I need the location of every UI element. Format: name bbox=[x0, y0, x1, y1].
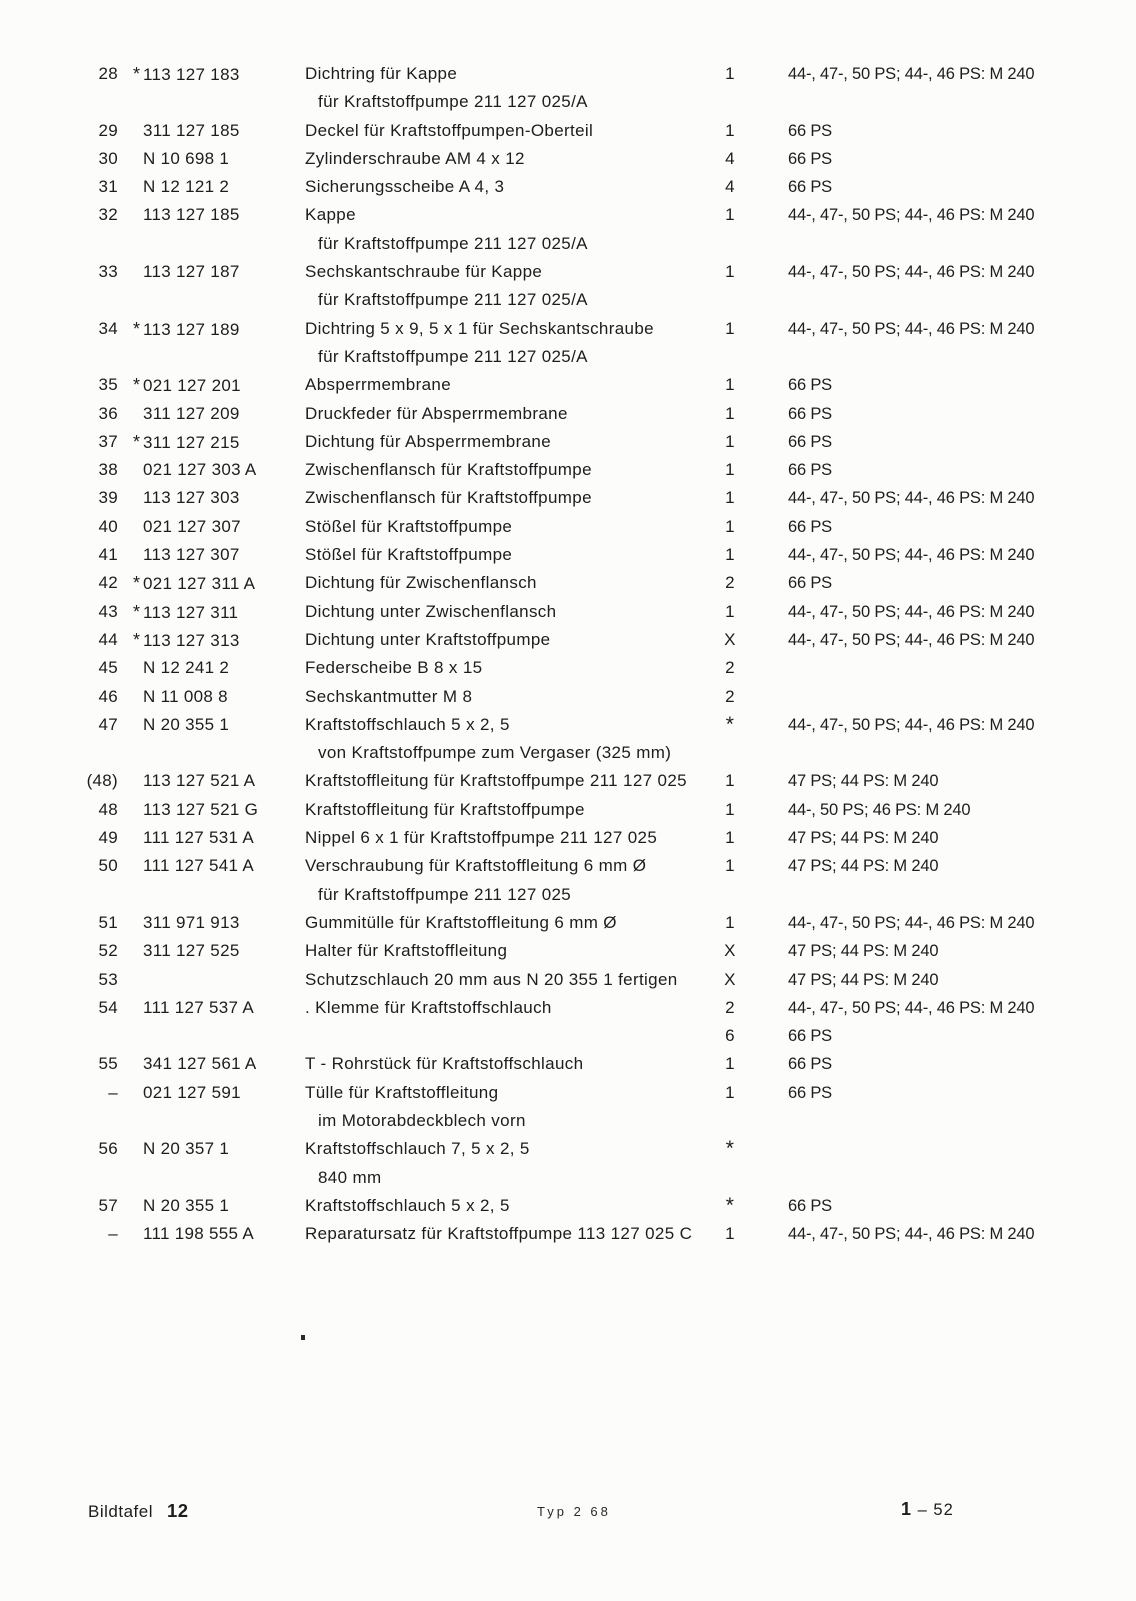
part-number-cell bbox=[133, 824, 254, 852]
model-remark: 66 PS bbox=[788, 574, 832, 593]
part-description: für Kraftstoffpumpe 211 127 025/A bbox=[318, 233, 588, 253]
quantity bbox=[701, 881, 759, 909]
part-number-cell bbox=[133, 315, 240, 343]
position-number bbox=[42, 343, 118, 371]
model-remark: 44-, 47-, 50 PS; 44-, 46 PS: M 240 bbox=[788, 1225, 1035, 1244]
part-number-cell bbox=[133, 881, 143, 909]
table-row bbox=[0, 937, 1136, 965]
position-number: 41 bbox=[98, 545, 118, 565]
table-row bbox=[0, 1192, 1136, 1220]
part-number: 113 127 187 bbox=[143, 262, 240, 282]
part-description: Kraftstoffleitung für Kraftstoffpumpe bbox=[305, 799, 585, 819]
table-row bbox=[0, 88, 1136, 116]
part-number-cell bbox=[133, 400, 240, 428]
table-row bbox=[0, 654, 1136, 682]
part-description: im Motorabdeckblech vorn bbox=[318, 1110, 526, 1130]
table-row bbox=[0, 117, 1136, 145]
part-number-cell bbox=[133, 654, 229, 682]
quantity: 2 bbox=[725, 686, 735, 706]
part-number-cell bbox=[133, 230, 143, 258]
quantity: 1 bbox=[725, 375, 735, 395]
position-number: 43 bbox=[98, 601, 118, 621]
quantity: 2 bbox=[725, 573, 735, 593]
position-number bbox=[42, 881, 118, 909]
part-description: Tülle für Kraftstoffleitung bbox=[305, 1082, 499, 1102]
quantity: 1 bbox=[725, 799, 735, 819]
quantity: 1 bbox=[725, 1054, 735, 1074]
table-row bbox=[0, 456, 1136, 484]
position-number: (48) bbox=[86, 771, 118, 791]
part-number: 341 127 561 A bbox=[143, 1054, 257, 1074]
part-number-cell bbox=[133, 173, 229, 201]
model-remark: 44-, 47-, 50 PS; 44-, 46 PS: M 240 bbox=[788, 602, 1035, 621]
table-row bbox=[0, 1050, 1136, 1078]
table-row bbox=[0, 626, 1136, 654]
table-row bbox=[0, 1022, 1136, 1050]
part-number: 311 127 215 bbox=[143, 432, 240, 452]
model-remark: 44-, 47-, 50 PS; 44-, 46 PS: M 240 bbox=[788, 546, 1035, 565]
position-number: 55 bbox=[98, 1054, 118, 1074]
part-number: 311 127 185 bbox=[143, 120, 240, 140]
position-number: 37 bbox=[98, 431, 118, 451]
part-number-cell bbox=[133, 569, 255, 597]
part-number: 113 127 185 bbox=[143, 205, 240, 225]
model-remark: 66 PS bbox=[788, 1027, 832, 1046]
quantity: 1 bbox=[725, 856, 735, 876]
part-description: Federscheibe B 8 x 15 bbox=[305, 658, 483, 678]
page-footer bbox=[0, 1496, 1136, 1526]
part-number: N 11 008 8 bbox=[143, 686, 228, 706]
part-description: für Kraftstoffpumpe 211 127 025/A bbox=[318, 346, 588, 366]
part-number-cell bbox=[133, 1079, 241, 1107]
part-number-cell bbox=[133, 258, 240, 286]
part-number: 113 127 307 bbox=[143, 545, 240, 565]
model-remark: 47 PS; 44 PS: M 240 bbox=[788, 772, 939, 791]
table-row bbox=[0, 1079, 1136, 1107]
part-description: Nippel 6 x 1 für Kraftstoffpumpe 211 127 025 bbox=[305, 828, 658, 848]
part-number: N 12 121 2 bbox=[143, 177, 230, 197]
scan-speck bbox=[301, 1335, 305, 1340]
part-description: Zwischenflansch für Kraftstoffpumpe bbox=[305, 460, 592, 480]
position-number: 46 bbox=[98, 686, 118, 706]
table-row bbox=[0, 1164, 1136, 1192]
quantity: 1 bbox=[725, 262, 735, 282]
model-remark: 44-, 47-, 50 PS; 44-, 46 PS: M 240 bbox=[788, 263, 1035, 282]
part-description: Dichtung unter Zwischenflansch bbox=[305, 601, 557, 621]
model-remark: 66 PS bbox=[788, 149, 832, 168]
part-description: Dichtring 5 x 9, 5 x 1 für Sechskantschraube bbox=[305, 318, 654, 338]
model-remark: 66 PS bbox=[788, 432, 832, 451]
table-row bbox=[0, 824, 1136, 852]
table-row bbox=[0, 852, 1136, 880]
part-number: 311 127 525 bbox=[143, 941, 240, 961]
part-description: Deckel für Kraftstoffpumpen-Oberteil bbox=[305, 120, 594, 140]
position-number: 29 bbox=[98, 120, 118, 140]
position-number: 47 bbox=[98, 714, 118, 734]
page-number-bold: 1 bbox=[901, 1499, 913, 1519]
position-number bbox=[42, 1022, 118, 1050]
table-row bbox=[0, 711, 1136, 739]
asterisk-mark: * bbox=[133, 375, 141, 396]
position-number: 52 bbox=[98, 941, 118, 961]
part-number-cell bbox=[133, 1050, 257, 1078]
part-number-cell bbox=[133, 767, 255, 795]
part-description: Stößel für Kraftstoffpumpe bbox=[305, 516, 513, 536]
part-description: von Kraftstoffpumpe zum Vergaser (325 mm) bbox=[318, 743, 672, 763]
model-remark: 66 PS bbox=[788, 461, 832, 480]
table-row bbox=[0, 1220, 1136, 1248]
asterisk-mark: * bbox=[133, 431, 141, 452]
asterisk-mark: * bbox=[133, 318, 141, 339]
quantity: 1 bbox=[725, 1082, 735, 1102]
table-row bbox=[0, 966, 1136, 994]
part-description: Dichtung für Zwischenflansch bbox=[305, 573, 537, 593]
part-description: T - Rohrstück für Kraftstoffschlauch bbox=[305, 1054, 584, 1074]
part-description: Kraftstoffschlauch 7, 5 x 2, 5 bbox=[305, 1139, 530, 1159]
table-row bbox=[0, 994, 1136, 1022]
quantity: X bbox=[724, 941, 736, 961]
position-number: 49 bbox=[98, 828, 118, 848]
table-row bbox=[0, 767, 1136, 795]
part-number: 113 127 303 bbox=[143, 488, 240, 508]
position-number: 28 bbox=[98, 64, 118, 83]
model-remark: 66 PS bbox=[788, 404, 832, 423]
position-number: – bbox=[108, 1224, 118, 1244]
part-description: Kraftstoffleitung für Kraftstoffpumpe 211 127 025 bbox=[305, 771, 687, 791]
quantity: 1 bbox=[725, 1224, 735, 1244]
parts-table bbox=[0, 60, 1136, 1248]
part-number: N 12 241 2 bbox=[143, 658, 230, 678]
quantity bbox=[701, 1164, 759, 1192]
model-remark: 66 PS bbox=[788, 1083, 832, 1102]
part-number-cell bbox=[133, 428, 240, 456]
part-description: Sechskantmutter M 8 bbox=[305, 686, 473, 706]
table-row bbox=[0, 909, 1136, 937]
quantity bbox=[701, 343, 759, 371]
position-number: 51 bbox=[98, 912, 118, 932]
quantity: 1 bbox=[725, 431, 735, 451]
part-number-cell bbox=[133, 739, 143, 767]
position-number: 38 bbox=[98, 460, 118, 480]
quantity: 6 bbox=[725, 1026, 735, 1046]
part-description: Kraftstoffschlauch 5 x 2, 5 bbox=[305, 714, 510, 734]
model-remark: 66 PS bbox=[788, 121, 832, 140]
part-number-cell bbox=[133, 1164, 143, 1192]
table-row bbox=[0, 513, 1136, 541]
position-number: 40 bbox=[98, 516, 118, 536]
table-row bbox=[0, 598, 1136, 626]
part-number-cell bbox=[133, 796, 258, 824]
quantity bbox=[701, 739, 759, 767]
quantity: 1 bbox=[725, 516, 735, 536]
quantity: 1 bbox=[725, 403, 735, 423]
position-number: 32 bbox=[98, 205, 118, 225]
part-number: 113 127 189 bbox=[143, 319, 240, 339]
position-number: 57 bbox=[98, 1195, 118, 1215]
table-row bbox=[0, 1107, 1136, 1135]
position-number: 31 bbox=[98, 177, 118, 197]
page-number-rest: 52 bbox=[933, 1501, 954, 1519]
quantity: 1 bbox=[725, 912, 735, 932]
part-number-cell bbox=[133, 513, 241, 541]
position-number bbox=[42, 230, 118, 258]
plate-number: 12 bbox=[166, 1500, 189, 1521]
part-description: Verschraubung für Kraftstoffleitung 6 mm Ø bbox=[305, 856, 647, 876]
table-row bbox=[0, 315, 1136, 343]
position-number: 42 bbox=[98, 573, 118, 593]
model-remark: 47 PS; 44 PS: M 240 bbox=[788, 829, 939, 848]
part-number-cell bbox=[133, 145, 229, 173]
asterisk-mark: * bbox=[133, 573, 141, 594]
quantity: 1 bbox=[725, 205, 735, 225]
quantity: 1 bbox=[725, 545, 735, 565]
model-remark: 47 PS; 44 PS: M 240 bbox=[788, 942, 939, 961]
part-number: N 20 357 1 bbox=[143, 1139, 230, 1159]
plate-word: Bildtafel bbox=[88, 1502, 153, 1521]
table-row bbox=[0, 371, 1136, 399]
part-number-cell bbox=[133, 201, 240, 229]
asterisk-mark: * bbox=[133, 601, 141, 622]
model-remark: 66 PS bbox=[788, 517, 832, 536]
position-number: 35 bbox=[98, 375, 118, 395]
position-number: – bbox=[108, 1082, 118, 1102]
position-number: 39 bbox=[98, 488, 118, 508]
quantity: 2 bbox=[725, 658, 735, 678]
position-number: 56 bbox=[98, 1139, 118, 1159]
part-description: . Klemme für Kraftstoffschlauch bbox=[305, 997, 552, 1017]
quantity: 2 bbox=[725, 997, 735, 1017]
quantity bbox=[701, 230, 759, 258]
part-number: 111 127 531 A bbox=[143, 828, 255, 848]
part-number-cell bbox=[133, 852, 254, 880]
table-row bbox=[0, 881, 1136, 909]
part-number-cell bbox=[133, 343, 143, 371]
quantity: 1 bbox=[725, 771, 735, 791]
position-number: 48 bbox=[98, 799, 118, 819]
part-description: Kraftstoffschlauch 5 x 2, 5 bbox=[305, 1195, 510, 1215]
part-description: Sicherungsscheibe A 4, 3 bbox=[305, 177, 505, 197]
part-number: 021 127 311 A bbox=[143, 574, 256, 594]
part-number-cell bbox=[133, 966, 143, 994]
quantity: 1 bbox=[725, 828, 735, 848]
quantity: * bbox=[725, 1137, 735, 1161]
part-number-cell bbox=[133, 598, 238, 626]
quantity: X bbox=[724, 629, 736, 649]
model-remark: 44-, 47-, 50 PS; 44-, 46 PS: M 240 bbox=[788, 715, 1035, 734]
part-description: 840 mm bbox=[318, 1167, 382, 1187]
quantity: 1 bbox=[725, 460, 735, 480]
position-number: 36 bbox=[98, 403, 118, 423]
part-description: Dichtring für Kappe bbox=[305, 64, 458, 83]
position-number bbox=[42, 88, 118, 116]
part-number-cell bbox=[133, 371, 241, 399]
part-number: 111 198 555 A bbox=[143, 1224, 255, 1244]
part-description: Absperrmembrane bbox=[305, 375, 452, 395]
part-number: 021 127 307 bbox=[143, 516, 241, 536]
position-number: 53 bbox=[98, 969, 118, 989]
model-remark: 44-, 47-, 50 PS; 44-, 46 PS: M 240 bbox=[788, 206, 1035, 225]
part-number-cell bbox=[133, 1022, 143, 1050]
position-number: 34 bbox=[98, 318, 118, 338]
table-row bbox=[0, 541, 1136, 569]
quantity bbox=[701, 1107, 759, 1135]
table-row bbox=[0, 230, 1136, 258]
part-number: N 10 698 1 bbox=[143, 148, 230, 168]
table-row bbox=[0, 201, 1136, 229]
part-number: 021 127 591 bbox=[143, 1082, 241, 1102]
table-row bbox=[0, 683, 1136, 711]
quantity: * bbox=[725, 1193, 735, 1217]
quantity: 4 bbox=[725, 148, 735, 168]
part-number: 113 127 521 A bbox=[143, 771, 256, 791]
quantity: 1 bbox=[725, 601, 735, 621]
part-description: Sechskantschraube für Kappe bbox=[305, 262, 543, 282]
part-number-cell bbox=[133, 1192, 229, 1220]
part-number-cell bbox=[133, 117, 240, 145]
table-row bbox=[0, 1135, 1136, 1163]
part-number-cell bbox=[133, 1107, 143, 1135]
position-number bbox=[42, 1164, 118, 1192]
part-number: N 20 355 1 bbox=[143, 1195, 230, 1215]
model-remark: 44-, 47-, 50 PS; 44-, 46 PS: M 240 bbox=[788, 65, 1035, 83]
part-number-cell bbox=[133, 683, 228, 711]
part-description: Reparatursatz für Kraftstoffpumpe 113 127 025 C bbox=[305, 1224, 693, 1244]
part-number-cell bbox=[133, 88, 143, 116]
table-row bbox=[0, 739, 1136, 767]
part-description: für Kraftstoffpumpe 211 127 025/A bbox=[318, 290, 588, 310]
plate-label bbox=[88, 1500, 189, 1522]
part-number-cell bbox=[133, 1135, 229, 1163]
model-remark: 47 PS; 44 PS: M 240 bbox=[788, 970, 939, 989]
part-number-cell bbox=[133, 626, 240, 654]
part-description: Zylinderschraube AM 4 x 12 bbox=[305, 148, 525, 168]
part-number-cell bbox=[133, 711, 229, 739]
part-description: Halter für Kraftstoffleitung bbox=[305, 941, 508, 961]
quantity: 1 bbox=[725, 120, 735, 140]
part-number: N 20 355 1 bbox=[143, 714, 230, 734]
part-number: 111 127 541 A bbox=[143, 856, 255, 876]
model-remark: 44-, 47-, 50 PS; 44-, 46 PS: M 240 bbox=[788, 998, 1035, 1017]
part-number-cell bbox=[133, 994, 254, 1022]
part-number: 311 127 209 bbox=[143, 403, 240, 423]
part-number-cell bbox=[133, 60, 240, 88]
position-number: 50 bbox=[98, 856, 118, 876]
quantity: X bbox=[724, 969, 736, 989]
table-row bbox=[0, 173, 1136, 201]
part-number-cell bbox=[133, 541, 240, 569]
position-number: 33 bbox=[98, 262, 118, 282]
quantity: * bbox=[725, 712, 735, 736]
table-row bbox=[0, 428, 1136, 456]
part-number: 311 971 913 bbox=[143, 912, 240, 932]
part-number: 113 127 313 bbox=[143, 630, 240, 650]
position-number bbox=[42, 286, 118, 314]
asterisk-mark: * bbox=[133, 629, 141, 650]
quantity: 1 bbox=[725, 64, 735, 83]
model-remark: 66 PS bbox=[788, 1196, 832, 1215]
part-number: 021 127 303 A bbox=[143, 460, 257, 480]
table-row bbox=[0, 60, 1136, 88]
model-remark: 66 PS bbox=[788, 1055, 832, 1074]
asterisk-mark: * bbox=[133, 64, 141, 84]
quantity bbox=[701, 88, 759, 116]
part-description: Dichtung unter Kraftstoffpumpe bbox=[305, 629, 551, 649]
part-number-cell bbox=[133, 937, 240, 965]
quantity: 4 bbox=[725, 177, 735, 197]
table-row bbox=[0, 796, 1136, 824]
part-number: 111 127 537 A bbox=[143, 997, 255, 1017]
page-number bbox=[901, 1499, 954, 1520]
model-remark: 47 PS; 44 PS: M 240 bbox=[788, 857, 939, 876]
quantity: 1 bbox=[725, 488, 735, 508]
quantity bbox=[701, 286, 759, 314]
model-remark: 44-, 47-, 50 PS; 44-, 46 PS: M 240 bbox=[788, 489, 1035, 508]
type-label: Typ 2 68 bbox=[537, 1504, 611, 1519]
part-description: Dichtung für Absperrmembrane bbox=[305, 431, 552, 451]
part-description: für Kraftstoffpumpe 211 127 025/A bbox=[318, 92, 588, 112]
part-number: 113 127 183 bbox=[143, 65, 240, 84]
part-description: für Kraftstoffpumpe 211 127 025 bbox=[318, 884, 572, 904]
position-number bbox=[42, 739, 118, 767]
position-number: 54 bbox=[98, 997, 118, 1017]
position-number: 44 bbox=[98, 629, 118, 649]
part-number: 113 127 521 G bbox=[143, 799, 259, 819]
part-description: Schutzschlauch 20 mm aus N 20 355 1 fertigen bbox=[305, 969, 678, 989]
part-number-cell bbox=[133, 456, 257, 484]
model-remark: 44-, 47-, 50 PS; 44-, 46 PS: M 240 bbox=[788, 630, 1035, 649]
position-number bbox=[42, 1107, 118, 1135]
part-number: 021 127 201 bbox=[143, 376, 241, 396]
table-row bbox=[0, 145, 1136, 173]
part-number-cell bbox=[133, 909, 240, 937]
model-remark: 66 PS bbox=[788, 376, 832, 395]
part-number-cell bbox=[133, 484, 240, 512]
model-remark: 66 PS bbox=[788, 178, 832, 197]
model-remark: 44-, 47-, 50 PS; 44-, 46 PS: M 240 bbox=[788, 913, 1035, 932]
model-remark: 44-, 50 PS; 46 PS: M 240 bbox=[788, 800, 971, 819]
part-description: Zwischenflansch für Kraftstoffpumpe bbox=[305, 488, 592, 508]
part-description: Stößel für Kraftstoffpumpe bbox=[305, 545, 513, 565]
position-number: 45 bbox=[98, 658, 118, 678]
quantity: 1 bbox=[725, 318, 735, 338]
part-number-cell bbox=[133, 286, 143, 314]
table-row bbox=[0, 258, 1136, 286]
table-row bbox=[0, 343, 1136, 371]
part-description: Gummitülle für Kraftstoffleitung 6 mm Ø bbox=[305, 912, 617, 932]
position-number: 30 bbox=[98, 148, 118, 168]
part-number-cell bbox=[133, 1220, 254, 1248]
table-row bbox=[0, 484, 1136, 512]
table-row bbox=[0, 286, 1136, 314]
part-number: 113 127 311 bbox=[143, 602, 239, 622]
model-remark: 44-, 47-, 50 PS; 44-, 46 PS: M 240 bbox=[788, 319, 1035, 338]
table-row bbox=[0, 569, 1136, 597]
page-number-sep: – bbox=[917, 1501, 928, 1519]
part-description: Kappe bbox=[305, 205, 356, 225]
table-row bbox=[0, 400, 1136, 428]
part-description: Druckfeder für Absperrmembrane bbox=[305, 403, 568, 423]
